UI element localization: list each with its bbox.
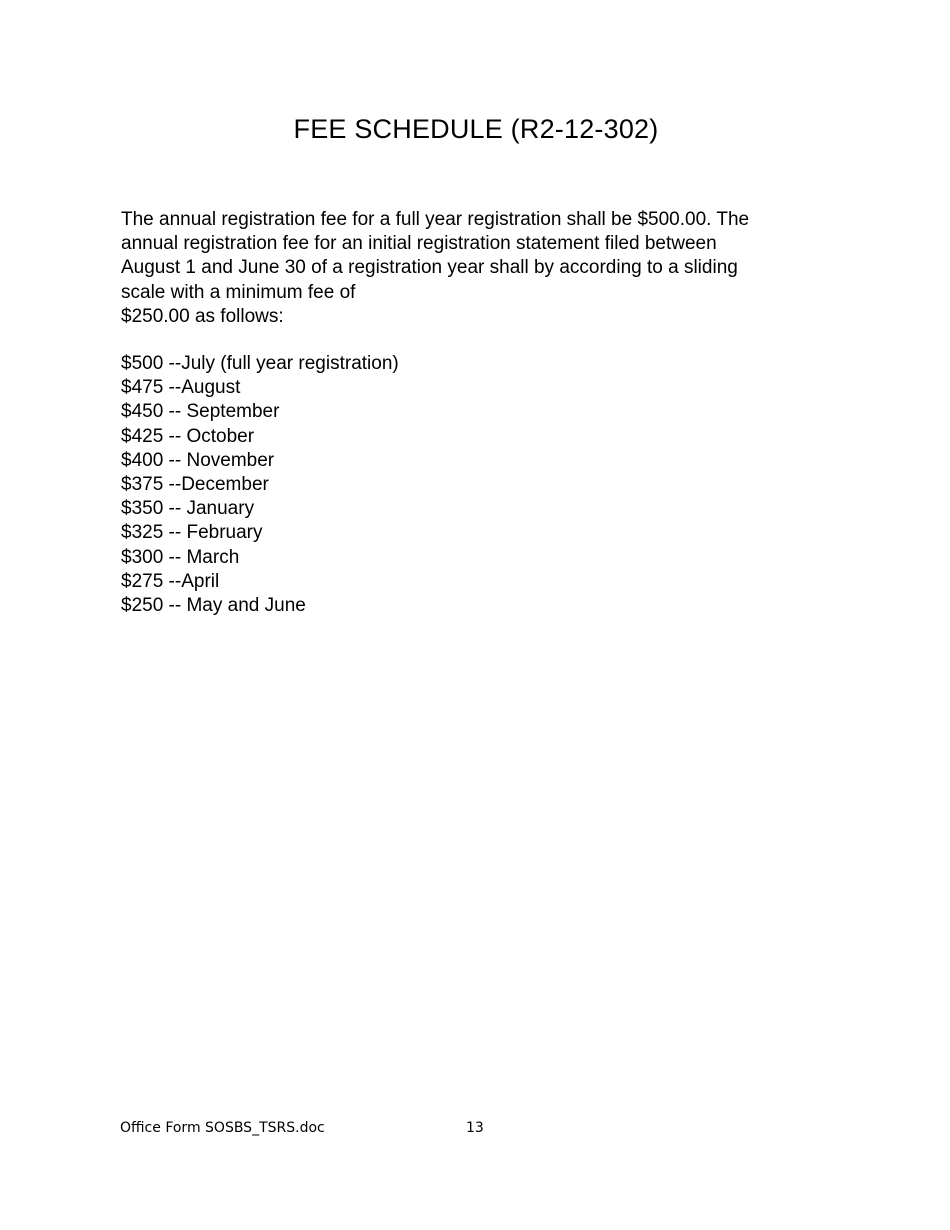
fee-item: $475 --August [121, 377, 241, 399]
intro-line: scale with a minimum fee of [121, 281, 356, 303]
fee-item: $275 --April [121, 570, 220, 592]
intro-line: August 1 and June 30 of a registration year shall by according to a sliding [121, 257, 738, 279]
fee-item: $350 -- January [121, 498, 255, 520]
fee-item: $325 -- February [121, 522, 263, 544]
fee-item: $500 --July (full year registration) [121, 353, 399, 374]
intro-line: $250.00 as follows: [121, 305, 284, 327]
fee-item: $375 --December [121, 474, 269, 496]
fee-item: $400 -- November [121, 449, 275, 471]
intro-line: The annual registration fee for a full year registration shall be $500.00. The [121, 209, 750, 230]
fee-item: $450 -- September [121, 401, 280, 423]
intro-paragraph [121, 208, 821, 329]
fee-schedule-list [121, 352, 399, 618]
page-title: FEE SCHEDULE (R2-12-302) [293, 114, 659, 144]
footer-document-name: Office Form SOSBS_TSRS.doc [120, 1120, 325, 1136]
fee-item: $425 -- October [121, 425, 255, 447]
fee-item: $300 -- March [121, 546, 240, 568]
fee-item: $250 -- May and June [121, 595, 306, 617]
intro-line: annual registration fee for an initial registration statement filed between [121, 233, 717, 255]
footer-page-number: 13 [466, 1120, 484, 1136]
